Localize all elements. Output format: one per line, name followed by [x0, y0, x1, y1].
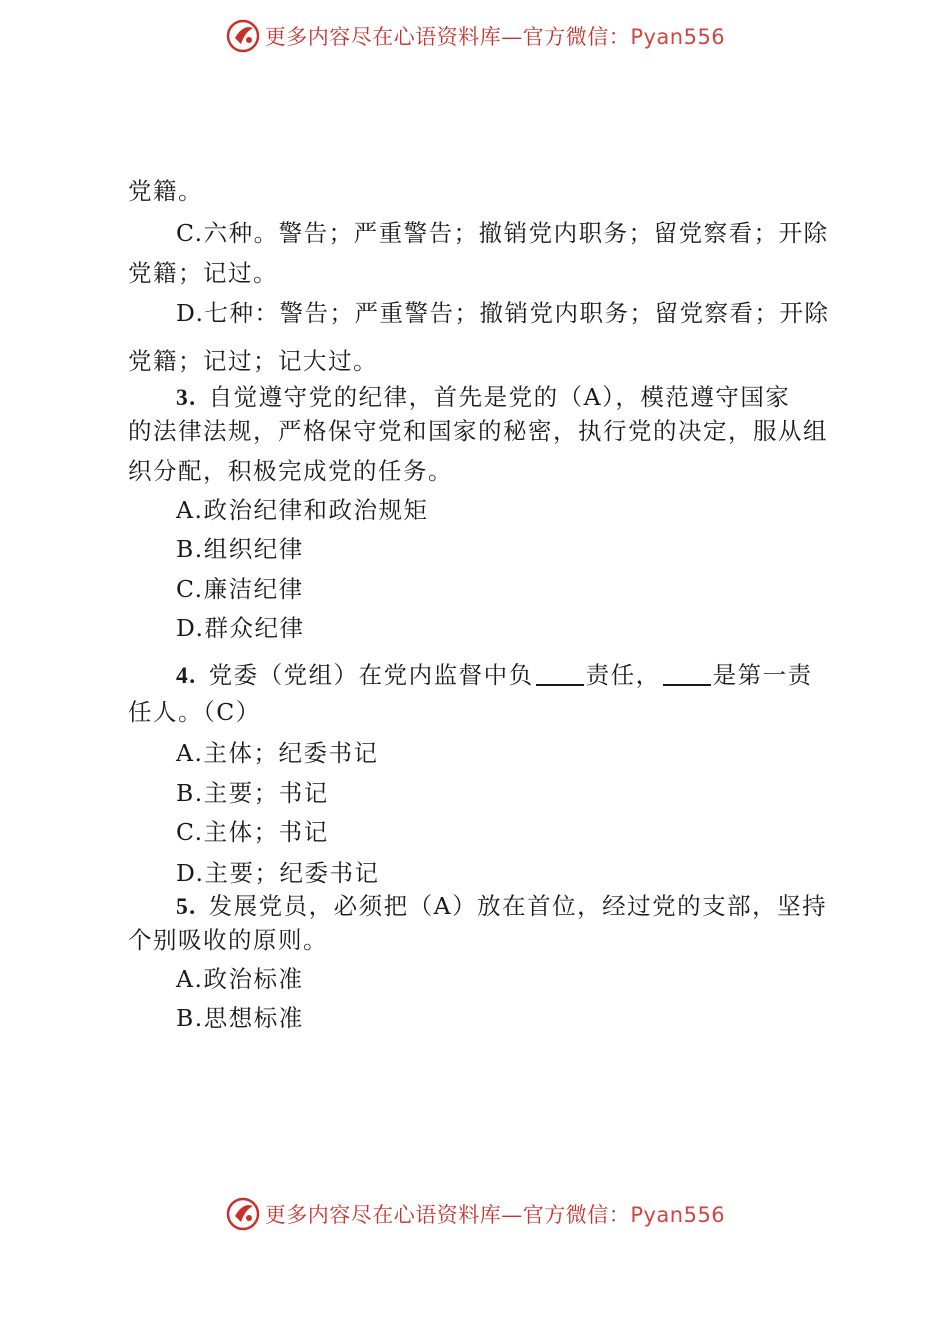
banner-text: 更多内容尽在心语资料库—官方微信：Pyan556 [264, 25, 726, 49]
question-number: 4. [176, 663, 197, 689]
logo-icon [225, 1196, 261, 1232]
option-b: B.组织纪律 [176, 535, 304, 563]
option-b: B.思想标准 [176, 1004, 304, 1032]
question-number: 3. [176, 385, 197, 411]
question-text: 党委（党组）在党内监督中负 [208, 661, 534, 689]
question-text: 自觉遵守党的纪律，首先是党的（A），模范遵守国家 [208, 383, 791, 411]
answer-blank [536, 661, 584, 687]
question-text: 发展党员，必须把（A）放在首位，经过党的支部，坚持 [208, 892, 828, 920]
option-b: B.主要；书记 [176, 779, 329, 807]
option-a: A.主体；纪委书记 [176, 739, 379, 767]
text-line: 党籍。 [128, 177, 203, 205]
option-a: A.政治标准 [176, 965, 304, 993]
wechat-id: Pyan556 [630, 25, 726, 49]
option-c: C.廉洁纪律 [176, 575, 304, 603]
text-line: 个别吸收的原则。 [128, 926, 328, 954]
text-line: 党籍；记过。 [128, 259, 278, 287]
question-5 [176, 887, 827, 921]
answer-blank [663, 661, 711, 687]
option-d: D.群众纪律 [176, 614, 305, 642]
wechat-id: Pyan556 [630, 1203, 726, 1227]
footer-banner [0, 1194, 950, 1234]
option-a: A.政治纪律和政治规矩 [176, 496, 429, 524]
option-d: D.七种：警告；严重警告；撤销党内职务；留党察看；开除 [176, 299, 830, 327]
question-4 [176, 656, 813, 690]
question-text: 是第一责 [712, 661, 813, 689]
text-line: 的法律法规，严格保守党和国家的秘密，执行党的决定，服从组 [128, 417, 828, 445]
option-c: C.主体；书记 [176, 818, 329, 846]
question-text: 责任， [585, 661, 661, 689]
option-d: D.主要；纪委书记 [176, 859, 380, 887]
text-line: 任人。（C） [128, 698, 261, 726]
text-line: 党籍；记过；记大过。 [128, 347, 378, 375]
text-line: 织分配，积极完成党的任务。 [128, 457, 453, 485]
question-number: 5. [176, 894, 197, 920]
banner-text: 更多内容尽在心语资料库—官方微信：Pyan556 [264, 1203, 726, 1227]
option-c: C.六种。警告；严重警告；撤销党内职务；留党察看；开除 [176, 219, 829, 247]
question-3 [176, 378, 790, 412]
